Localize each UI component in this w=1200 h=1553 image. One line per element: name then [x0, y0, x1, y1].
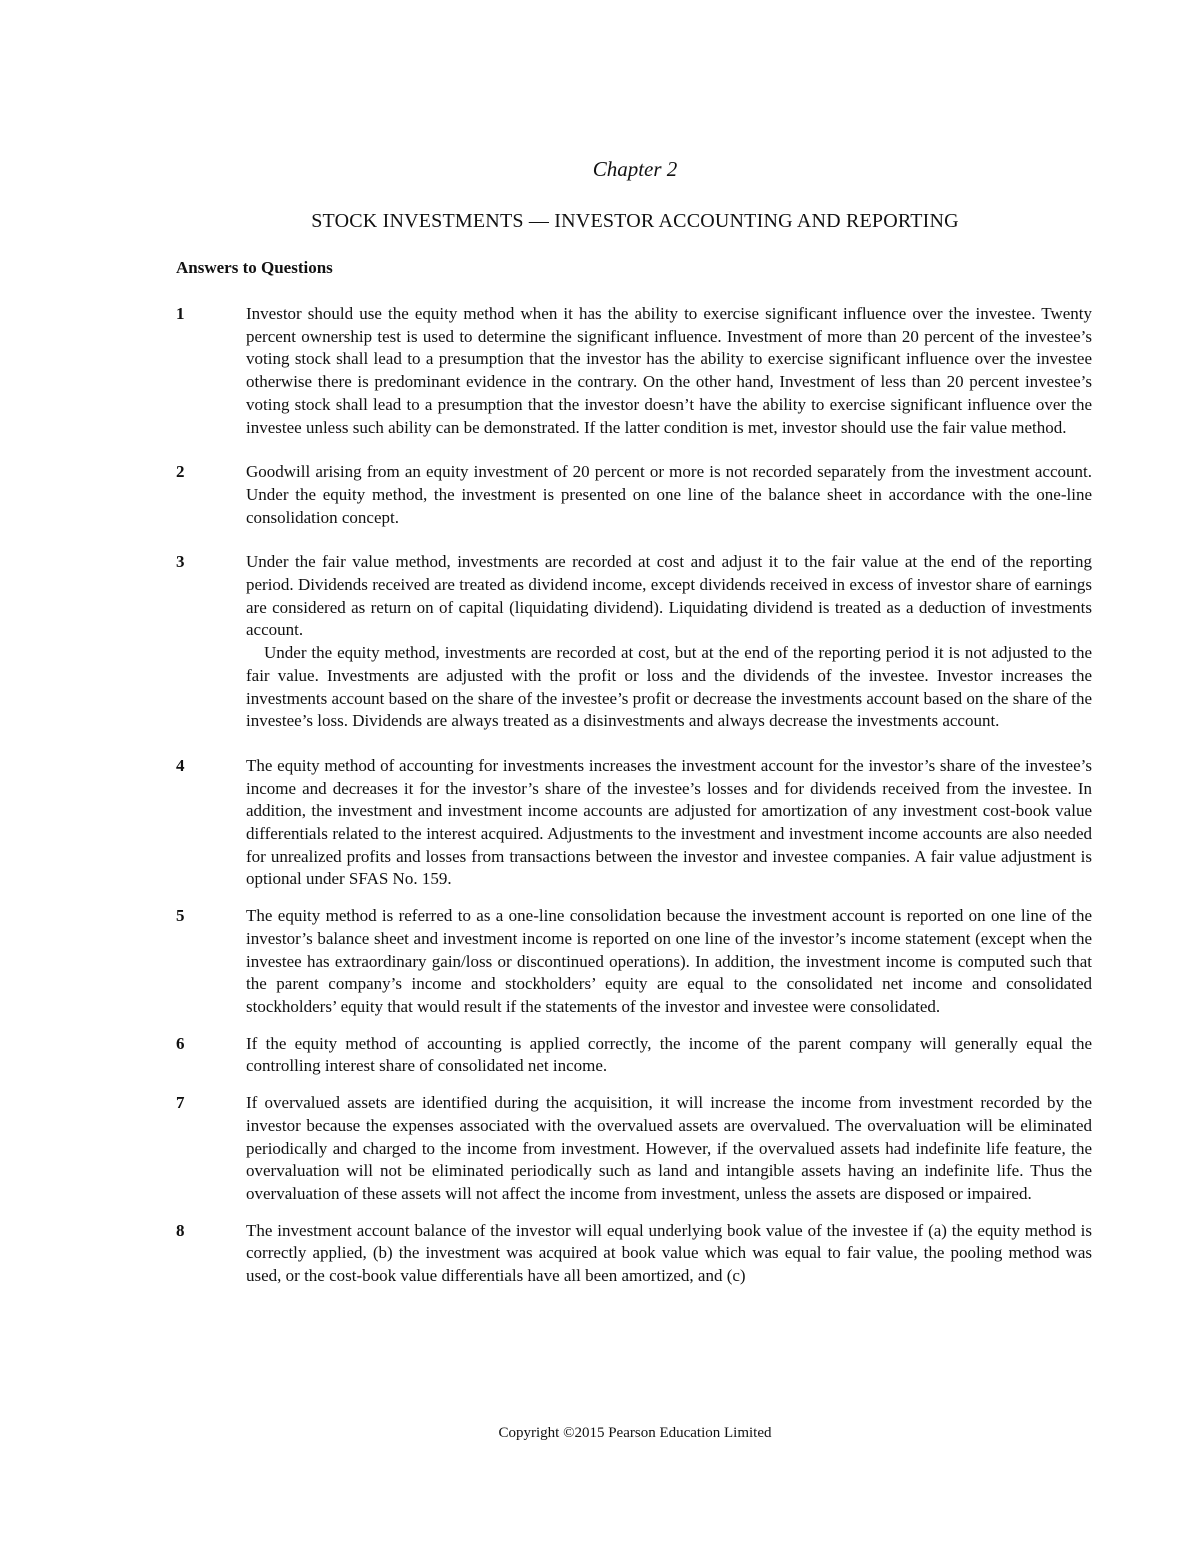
- answer-number: 7: [176, 1093, 185, 1113]
- answer-item: [176, 1220, 1092, 1288]
- answer-number: 3: [176, 552, 185, 572]
- answer-paragraph: If overvalued assets are identified during the acquisition, it will increase the income from investment recorded by the investor because the expenses associated with the overvalued assets are overvalued. The overvaluation will be eliminated periodically and charged to the income from investment. However, if the overvalued assets had indefinite life feature, the overvaluation will not be eliminated periodically such as land and intangible assets having an indefinite life. Thus the overvaluation of these assets will not affect the income from investment, unless the assets are disposed or impaired.: [246, 1093, 1092, 1203]
- answer-text: [246, 755, 1092, 891]
- answer-number: 8: [176, 1220, 185, 1240]
- answer-text: [246, 1220, 1092, 1288]
- answer-text: [246, 905, 1092, 1019]
- answer-text: [246, 1033, 1092, 1078]
- chapter-title: Chapter 2: [592, 157, 678, 181]
- copyright-footer: Copyright ©2015 Pearson Education Limited: [498, 1425, 772, 1441]
- answer-item: [176, 905, 1092, 1019]
- answer-item: [176, 1092, 1092, 1206]
- answers-list: [176, 303, 1092, 1288]
- chapter-subtitle: STOCK INVESTMENTS — INVESTOR ACCOUNTING AND REPORTING: [311, 210, 959, 232]
- answer-number: 4: [176, 755, 185, 775]
- answer-number: 2: [176, 462, 185, 482]
- answer-text: [246, 1092, 1092, 1206]
- answer-item: [176, 755, 1092, 891]
- answer-number: 5: [176, 906, 185, 926]
- answer-number: 1: [176, 304, 185, 323]
- answer-text: [246, 303, 1092, 439]
- answer-number: 6: [176, 1033, 185, 1053]
- answer-paragraph: If the equity method of accounting is applied correctly, the income of the parent company will generally equal the controlling interest share of consolidated net income.: [246, 1033, 1092, 1076]
- answer-paragraph: Goodwill arising from an equity investment of 20 percent or more is not recorded separately from the investment account. Under the equity method, the investment is presented on one line of the balance sheet in accordance with the one-line consolidation concept.: [246, 462, 1092, 527]
- answer-item: [176, 551, 1092, 733]
- answer-paragraph: Investor should use the equity method when it has the ability to exercise significant influence over the investee. Twenty percent ownership test is used to determine the significant influence. Investment of more than 20 percent of the investee’s voting stock shall lead to a presumption that the investor has the ability to exercise significant influence over the investee otherwise there is predominant evidence in the contrary. On the other hand, Investment of less than 20 percent investee’s voting stock shall lead to a presumption that the investor doesn’t have the ability to exercise significant influence over the investee unless such ability can be demonstrated. If the latter condition is met, investor should use the fair value method.: [246, 304, 1092, 437]
- answer-text: [246, 461, 1092, 529]
- answer-paragraph: Under the fair value method, investments are recorded at cost and adjust it to the fair value at the end of the reporting period. Dividends received are treated as dividend income, except dividends received in excess of investor share of earnings are considered as return on of capital (liquidating dividend). Liquidating dividend is treated as a deduction of investments account.: [246, 552, 1092, 640]
- answer-item: [176, 303, 1092, 439]
- answer-paragraph: The equity method is referred to as a one-line consolidation because the investment account is reported on one line of the investor’s balance sheet and investment income is reported on one line of the investor’s income statement (except when the investee has extraordinary gain/loss or discontinued operations). In addition, the investment income is computed such that the parent company’s income and stockholders’ equity are equal to the consolidated net income and consolidated stockholders’ equity that would result if the statements of the investor and investee were consolidated.: [246, 906, 1092, 1016]
- answer-paragraph: The investment account balance of the investor will equal underlying book value of the investee if (a) the equity method is correctly applied, (b) the investment was acquired at book value which was equal to fair value, the pooling method was used, or the cost-book value differentials have all been amortized, and (c): [246, 1220, 1092, 1286]
- answer-paragraph: The equity method of accounting for investments increases the investment account for the investor’s share of the investee’s income and decreases it for the investor’s share of the investee’s losses and for dividends received from the investee. In addition, the investment and investment income accounts are adjusted for amortization of any investment cost-book value differentials related to the interest acquired. Adjustments to the investment and investment income accounts are also needed for unrealized profits and losses from transactions between the investor and investee companies. A fair value adjustment is optional under SFAS No. 159.: [246, 755, 1092, 889]
- answer-item: [176, 461, 1092, 529]
- section-heading: Answers to Questions: [176, 258, 333, 277]
- answer-paragraph: Under the equity method, investments are recorded at cost, but at the end of the reporting period it is not adjusted to the fair value. Investments are adjusted with the profit or loss and the dividends of the investee. Investor increases the investments account based on the share of the investee’s profit or decrease the investments account based on the share of the investee’s loss. Dividends are always treated as a disinvestments and always decrease the investments account.: [246, 643, 1092, 731]
- answer-text: [246, 551, 1092, 733]
- answer-item: [176, 1033, 1092, 1078]
